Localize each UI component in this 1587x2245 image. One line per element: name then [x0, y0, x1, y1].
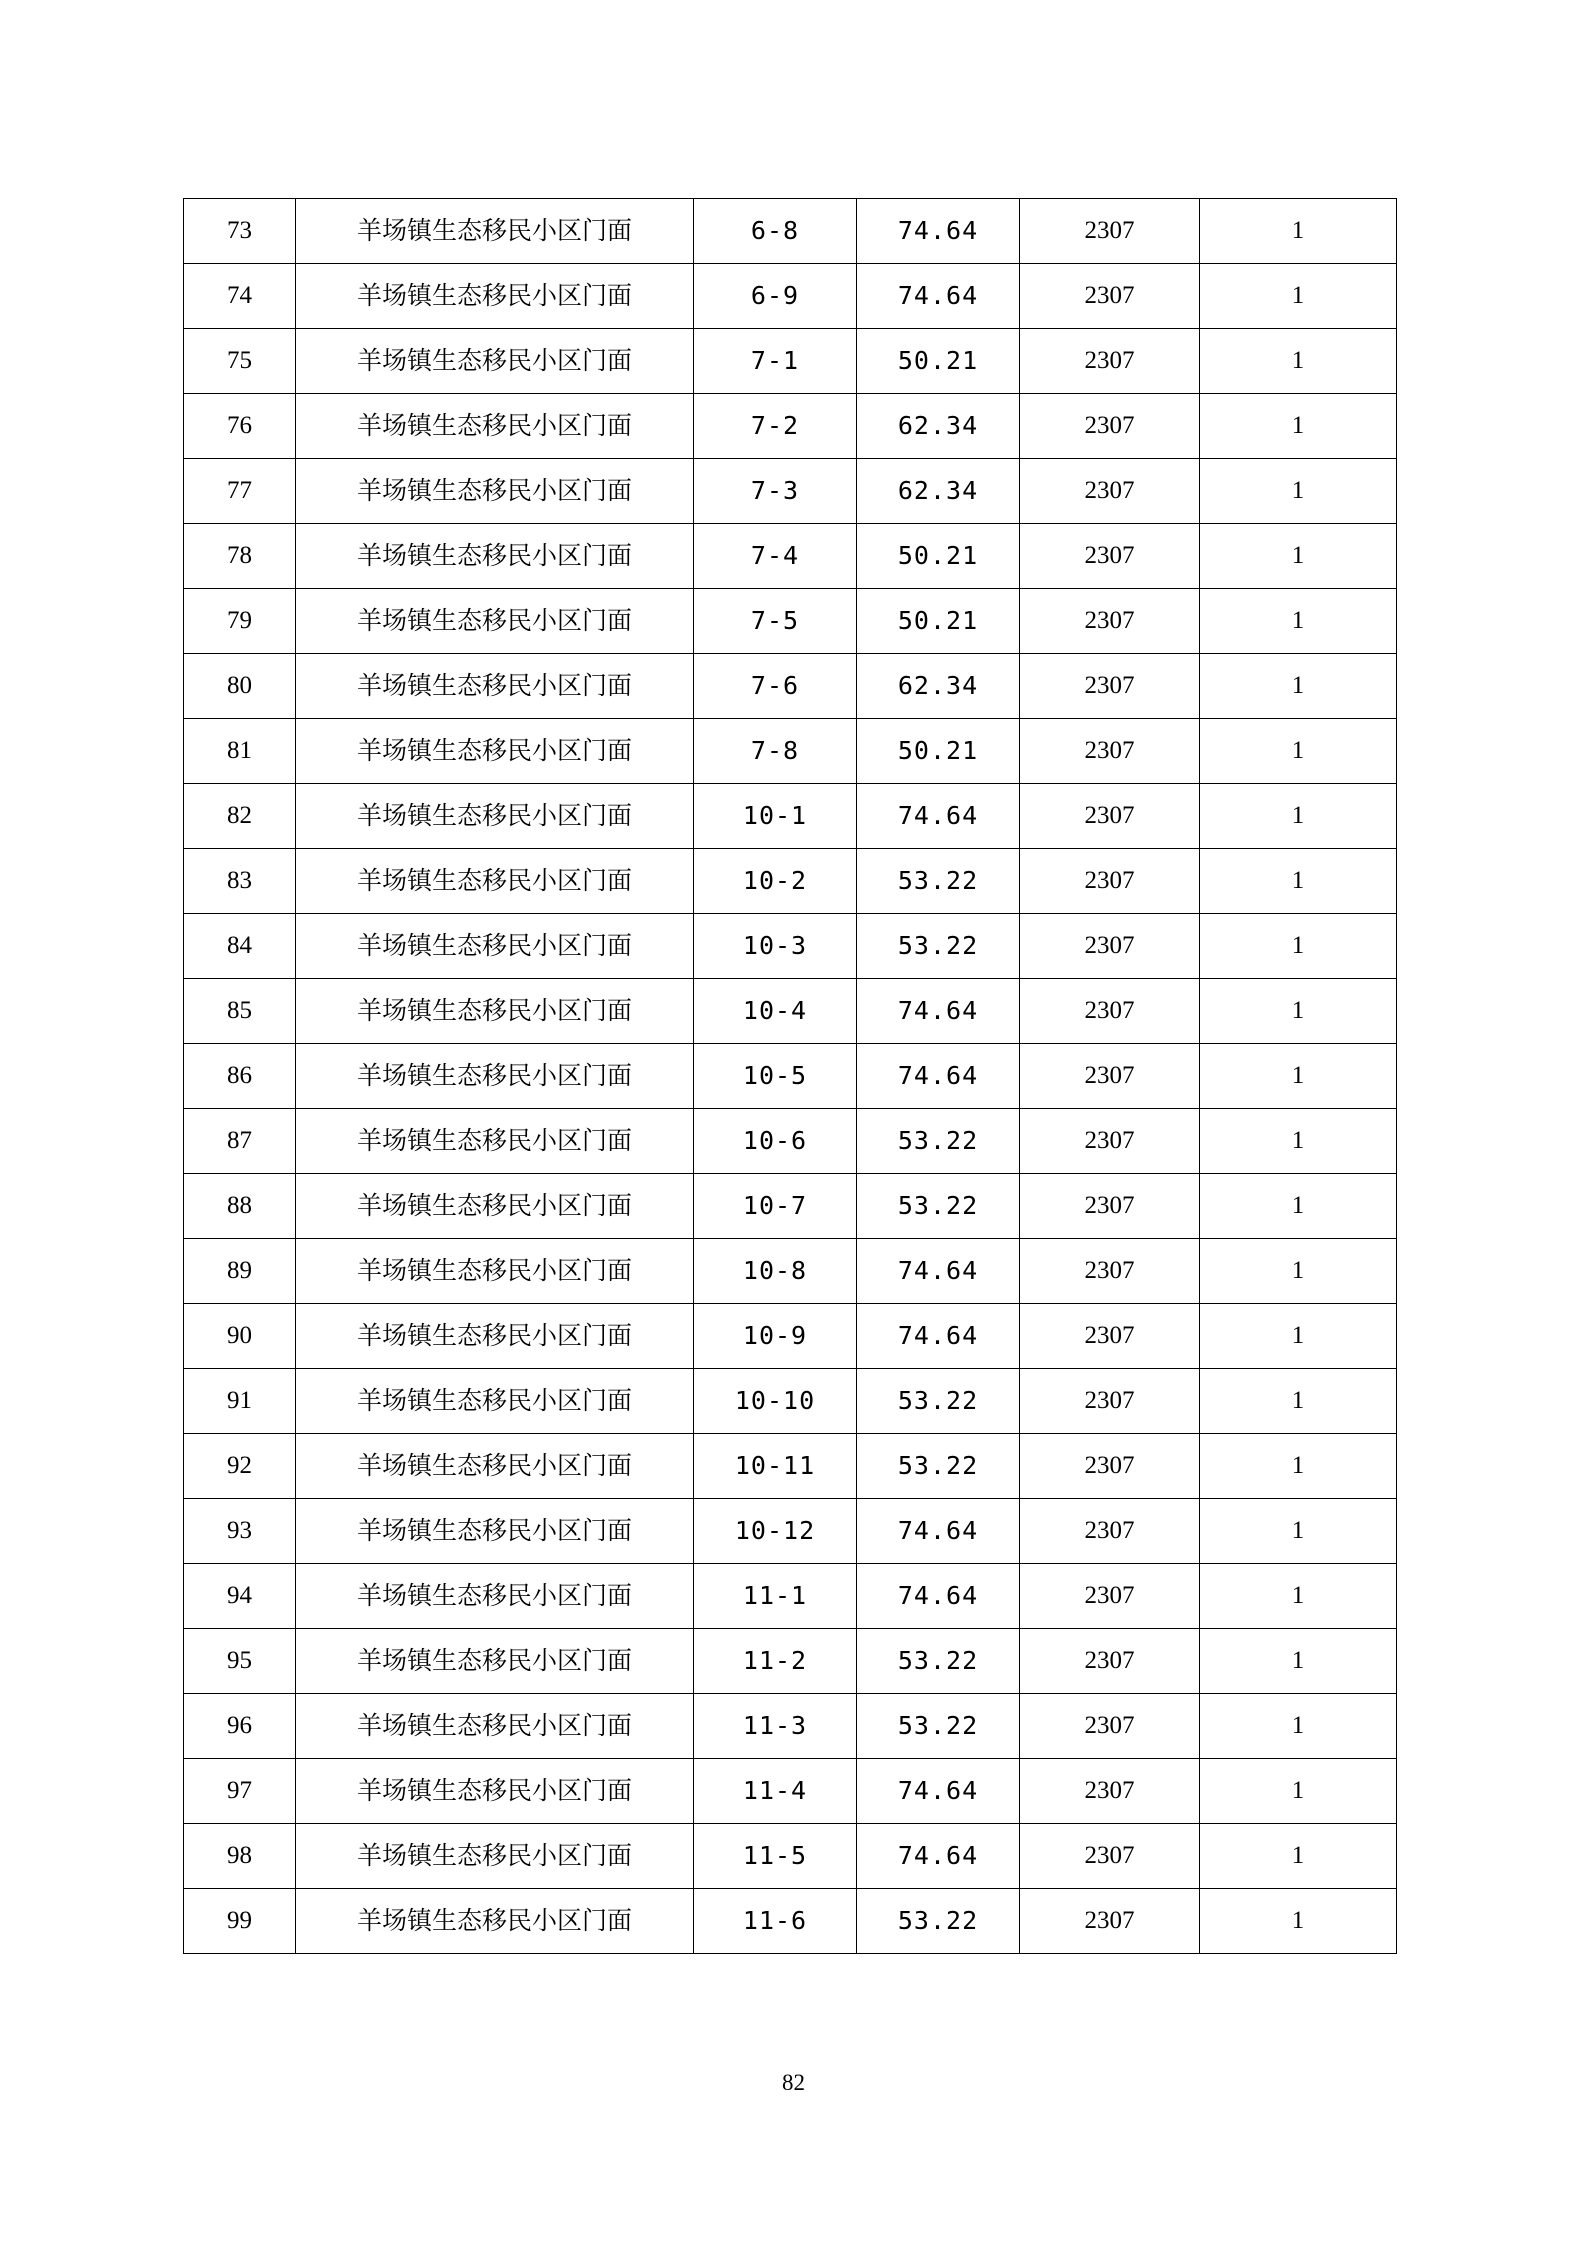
row-area: 62.34 — [857, 654, 1020, 719]
row-quantity: 1 — [1200, 459, 1397, 524]
table-row — [184, 459, 1397, 524]
row-unit-number: 10-8 — [694, 1239, 857, 1304]
row-index: 89 — [184, 1239, 296, 1304]
table-row — [184, 979, 1397, 1044]
table-row — [184, 199, 1397, 264]
row-area: 74.64 — [857, 1239, 1020, 1304]
row-unit-price: 2307 — [1020, 1434, 1200, 1499]
row-unit-price: 2307 — [1020, 784, 1200, 849]
row-index: 98 — [184, 1824, 296, 1889]
row-unit-price: 2307 — [1020, 1044, 1200, 1109]
row-area: 53.22 — [857, 1889, 1020, 1954]
row-property-name: 羊场镇生态移民小区门面 — [296, 1044, 694, 1109]
row-unit-number: 10-11 — [694, 1434, 857, 1499]
table-row — [184, 1889, 1397, 1954]
row-unit-price: 2307 — [1020, 1109, 1200, 1174]
row-unit-price: 2307 — [1020, 1239, 1200, 1304]
row-area: 74.64 — [857, 1564, 1020, 1629]
row-quantity: 1 — [1200, 914, 1397, 979]
table-row — [184, 849, 1397, 914]
row-unit-number: 7-8 — [694, 719, 857, 784]
row-unit-number: 7-2 — [694, 394, 857, 459]
row-unit-price: 2307 — [1020, 199, 1200, 264]
row-property-name: 羊场镇生态移民小区门面 — [296, 1239, 694, 1304]
row-area: 53.22 — [857, 1434, 1020, 1499]
row-quantity: 1 — [1200, 1499, 1397, 1564]
row-unit-number: 10-10 — [694, 1369, 857, 1434]
row-area: 62.34 — [857, 394, 1020, 459]
row-unit-number: 10-3 — [694, 914, 857, 979]
row-unit-number: 6-8 — [694, 199, 857, 264]
row-property-name: 羊场镇生态移民小区门面 — [296, 1694, 694, 1759]
row-unit-price: 2307 — [1020, 1174, 1200, 1239]
row-area: 62.34 — [857, 459, 1020, 524]
table-row — [184, 719, 1397, 784]
table-row — [184, 1304, 1397, 1369]
row-quantity: 1 — [1200, 1304, 1397, 1369]
row-property-name: 羊场镇生态移民小区门面 — [296, 524, 694, 589]
table-row — [184, 914, 1397, 979]
row-unit-number: 7-3 — [694, 459, 857, 524]
row-quantity: 1 — [1200, 524, 1397, 589]
row-unit-number: 10-9 — [694, 1304, 857, 1369]
row-unit-number: 7-5 — [694, 589, 857, 654]
row-quantity: 1 — [1200, 979, 1397, 1044]
row-unit-price: 2307 — [1020, 1694, 1200, 1759]
table-row — [184, 1824, 1397, 1889]
row-unit-number: 7-6 — [694, 654, 857, 719]
property-listing-table-container — [183, 198, 1396, 1954]
row-index: 95 — [184, 1629, 296, 1694]
row-unit-number: 10-4 — [694, 979, 857, 1044]
row-index: 81 — [184, 719, 296, 784]
table-row — [184, 264, 1397, 329]
row-unit-price: 2307 — [1020, 1824, 1200, 1889]
row-index: 87 — [184, 1109, 296, 1174]
row-unit-price: 2307 — [1020, 849, 1200, 914]
row-unit-number: 11-3 — [694, 1694, 857, 1759]
table-row — [184, 394, 1397, 459]
row-index: 85 — [184, 979, 296, 1044]
row-property-name: 羊场镇生态移民小区门面 — [296, 979, 694, 1044]
row-unit-price: 2307 — [1020, 654, 1200, 719]
table-row — [184, 1369, 1397, 1434]
row-area: 53.22 — [857, 1629, 1020, 1694]
row-quantity: 1 — [1200, 394, 1397, 459]
row-unit-price: 2307 — [1020, 1629, 1200, 1694]
row-index: 97 — [184, 1759, 296, 1824]
row-property-name: 羊场镇生态移民小区门面 — [296, 199, 694, 264]
row-area: 53.22 — [857, 914, 1020, 979]
table-row — [184, 589, 1397, 654]
row-unit-price: 2307 — [1020, 589, 1200, 654]
row-property-name: 羊场镇生态移民小区门面 — [296, 1369, 694, 1434]
row-property-name: 羊场镇生态移民小区门面 — [296, 459, 694, 524]
row-unit-number: 10-6 — [694, 1109, 857, 1174]
property-listing-table — [183, 198, 1397, 1954]
row-index: 86 — [184, 1044, 296, 1109]
table-row — [184, 329, 1397, 394]
row-index: 88 — [184, 1174, 296, 1239]
row-area: 74.64 — [857, 784, 1020, 849]
row-index: 96 — [184, 1694, 296, 1759]
row-property-name: 羊场镇生态移民小区门面 — [296, 1629, 694, 1694]
row-property-name: 羊场镇生态移民小区门面 — [296, 914, 694, 979]
row-unit-price: 2307 — [1020, 1564, 1200, 1629]
row-area: 74.64 — [857, 979, 1020, 1044]
row-area: 50.21 — [857, 719, 1020, 784]
page-number: 82 — [782, 2070, 805, 2095]
row-index: 94 — [184, 1564, 296, 1629]
row-unit-number: 10-2 — [694, 849, 857, 914]
row-unit-price: 2307 — [1020, 1369, 1200, 1434]
table-row — [184, 1694, 1397, 1759]
table-row — [184, 784, 1397, 849]
row-property-name: 羊场镇生态移民小区门面 — [296, 719, 694, 784]
table-body — [184, 199, 1397, 1954]
table-row — [184, 1564, 1397, 1629]
row-unit-price: 2307 — [1020, 914, 1200, 979]
row-property-name: 羊场镇生态移民小区门面 — [296, 1174, 694, 1239]
row-quantity: 1 — [1200, 589, 1397, 654]
row-quantity: 1 — [1200, 849, 1397, 914]
row-unit-number: 7-4 — [694, 524, 857, 589]
row-index: 90 — [184, 1304, 296, 1369]
row-quantity: 1 — [1200, 1694, 1397, 1759]
row-unit-number: 11-6 — [694, 1889, 857, 1954]
row-quantity: 1 — [1200, 1109, 1397, 1174]
row-index: 74 — [184, 264, 296, 329]
table-row — [184, 524, 1397, 589]
row-unit-price: 2307 — [1020, 1759, 1200, 1824]
row-quantity: 1 — [1200, 329, 1397, 394]
row-unit-number: 10-5 — [694, 1044, 857, 1109]
row-area: 53.22 — [857, 1694, 1020, 1759]
row-index: 76 — [184, 394, 296, 459]
row-index: 80 — [184, 654, 296, 719]
row-property-name: 羊场镇生态移民小区门面 — [296, 654, 694, 719]
row-quantity: 1 — [1200, 654, 1397, 719]
row-unit-price: 2307 — [1020, 264, 1200, 329]
row-property-name: 羊场镇生态移民小区门面 — [296, 329, 694, 394]
table-row — [184, 1434, 1397, 1499]
row-unit-number: 11-2 — [694, 1629, 857, 1694]
row-unit-price: 2307 — [1020, 1889, 1200, 1954]
row-property-name: 羊场镇生态移民小区门面 — [296, 1564, 694, 1629]
row-index: 73 — [184, 199, 296, 264]
row-unit-number: 10-1 — [694, 784, 857, 849]
row-area: 74.64 — [857, 199, 1020, 264]
row-index: 77 — [184, 459, 296, 524]
row-quantity: 1 — [1200, 1629, 1397, 1694]
row-quantity: 1 — [1200, 264, 1397, 329]
table-row — [184, 654, 1397, 719]
row-quantity: 1 — [1200, 1564, 1397, 1629]
row-unit-number: 6-9 — [694, 264, 857, 329]
row-index: 82 — [184, 784, 296, 849]
row-quantity: 1 — [1200, 1239, 1397, 1304]
row-property-name: 羊场镇生态移民小区门面 — [296, 1109, 694, 1174]
row-unit-price: 2307 — [1020, 1499, 1200, 1564]
row-unit-price: 2307 — [1020, 979, 1200, 1044]
row-index: 93 — [184, 1499, 296, 1564]
row-property-name: 羊场镇生态移民小区门面 — [296, 849, 694, 914]
row-unit-number: 11-1 — [694, 1564, 857, 1629]
row-quantity: 1 — [1200, 1174, 1397, 1239]
row-area: 53.22 — [857, 1109, 1020, 1174]
row-property-name: 羊场镇生态移民小区门面 — [296, 1824, 694, 1889]
row-area: 74.64 — [857, 1304, 1020, 1369]
row-property-name: 羊场镇生态移民小区门面 — [296, 1499, 694, 1564]
row-unit-price: 2307 — [1020, 524, 1200, 589]
row-quantity: 1 — [1200, 1434, 1397, 1499]
row-area: 74.64 — [857, 1759, 1020, 1824]
row-index: 79 — [184, 589, 296, 654]
row-unit-price: 2307 — [1020, 329, 1200, 394]
row-property-name: 羊场镇生态移民小区门面 — [296, 1434, 694, 1499]
row-quantity: 1 — [1200, 1044, 1397, 1109]
row-quantity: 1 — [1200, 1759, 1397, 1824]
row-area: 50.21 — [857, 589, 1020, 654]
row-area: 74.64 — [857, 264, 1020, 329]
row-quantity: 1 — [1200, 199, 1397, 264]
row-quantity: 1 — [1200, 1369, 1397, 1434]
row-area: 50.21 — [857, 329, 1020, 394]
table-row — [184, 1174, 1397, 1239]
row-index: 99 — [184, 1889, 296, 1954]
table-row — [184, 1044, 1397, 1109]
row-area: 74.64 — [857, 1824, 1020, 1889]
row-index: 91 — [184, 1369, 296, 1434]
table-row — [184, 1759, 1397, 1824]
row-area: 50.21 — [857, 524, 1020, 589]
row-unit-number: 7-1 — [694, 329, 857, 394]
row-unit-price: 2307 — [1020, 719, 1200, 784]
row-index: 84 — [184, 914, 296, 979]
row-quantity: 1 — [1200, 1824, 1397, 1889]
row-area: 53.22 — [857, 849, 1020, 914]
row-property-name: 羊场镇生态移民小区门面 — [296, 394, 694, 459]
row-area: 53.22 — [857, 1174, 1020, 1239]
table-row — [184, 1629, 1397, 1694]
row-area: 74.64 — [857, 1499, 1020, 1564]
row-index: 78 — [184, 524, 296, 589]
row-quantity: 1 — [1200, 1889, 1397, 1954]
row-index: 75 — [184, 329, 296, 394]
row-property-name: 羊场镇生态移民小区门面 — [296, 1759, 694, 1824]
row-unit-number: 10-7 — [694, 1174, 857, 1239]
row-unit-price: 2307 — [1020, 394, 1200, 459]
row-index: 83 — [184, 849, 296, 914]
table-row — [184, 1499, 1397, 1564]
row-area: 53.22 — [857, 1369, 1020, 1434]
row-unit-number: 11-5 — [694, 1824, 857, 1889]
table-row — [184, 1239, 1397, 1304]
row-property-name: 羊场镇生态移民小区门面 — [296, 589, 694, 654]
row-quantity: 1 — [1200, 784, 1397, 849]
row-property-name: 羊场镇生态移民小区门面 — [296, 784, 694, 849]
row-property-name: 羊场镇生态移民小区门面 — [296, 264, 694, 329]
table-row — [184, 1109, 1397, 1174]
row-area: 74.64 — [857, 1044, 1020, 1109]
row-property-name: 羊场镇生态移民小区门面 — [296, 1304, 694, 1369]
row-property-name: 羊场镇生态移民小区门面 — [296, 1889, 694, 1954]
row-unit-price: 2307 — [1020, 1304, 1200, 1369]
row-index: 92 — [184, 1434, 296, 1499]
row-unit-number: 10-12 — [694, 1499, 857, 1564]
row-unit-number: 11-4 — [694, 1759, 857, 1824]
row-unit-price: 2307 — [1020, 459, 1200, 524]
row-quantity: 1 — [1200, 719, 1397, 784]
